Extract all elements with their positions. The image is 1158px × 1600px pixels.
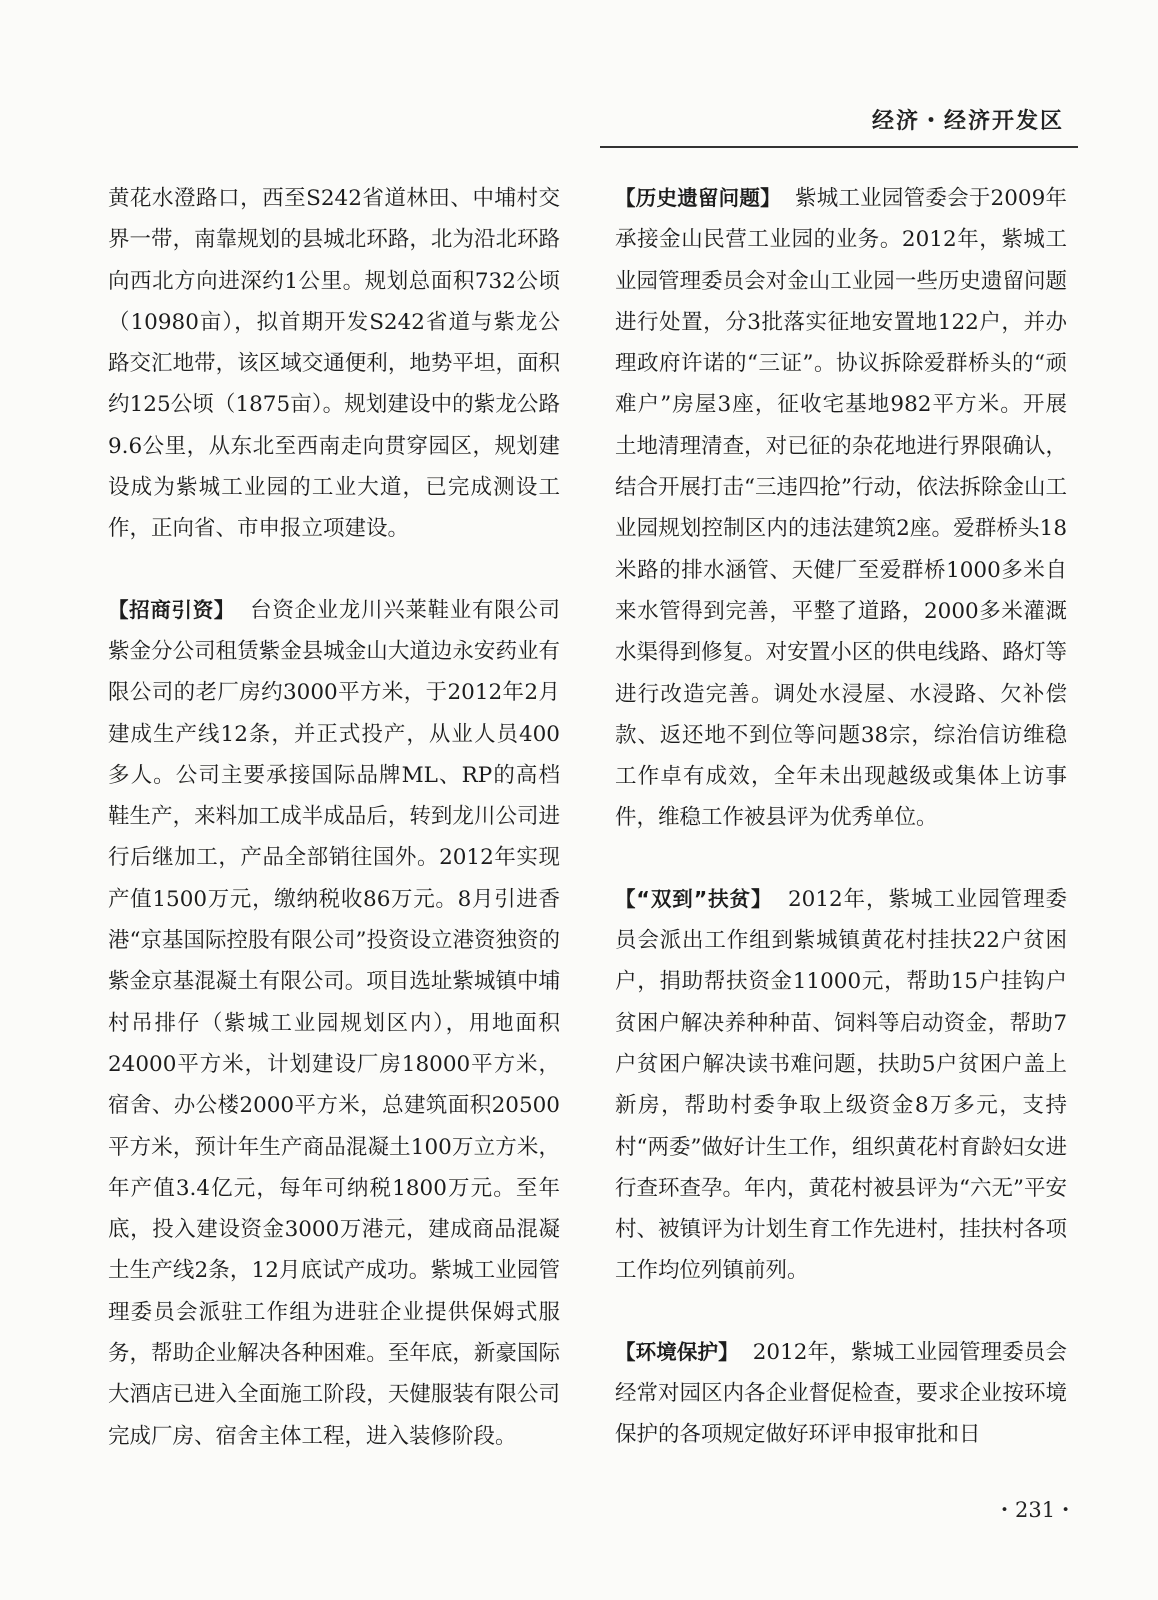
paragraph-text: 2012年，紫城工业园管理委员会派出工作组到紫城镇黄花村挂扶22户贫困户，捐助帮扶资金11000元，帮助15户挂钩户贫困户解决养种种苗、饲料等启动资金，帮助7户贫困户解决读书难问题，扶助5户贫困户盖上新房，帮助村委争取上级资金8万多元，支持村“两委”做好计生工作，组织黄花村育龄妇女进行查环查孕。年内，黄花村被县评为“六无”平安村、被镇评为计划生育工作先进村，挂扶村各项工作均位列镇前列。	[615, 886, 1068, 1284]
right-column	[615, 178, 1067, 1456]
paragraph-text: 2012年，紫城工业园管理委员会经常对园区内各企业督促检查，要求企业按环境保护的各项规定做好环评申报审批和日	[615, 1339, 1068, 1448]
section-heading-investment: 【招商引资】	[108, 597, 236, 622]
running-header: 经济・经济开发区	[872, 109, 1065, 134]
header-rule	[600, 146, 1078, 148]
paragraph-environment	[615, 1332, 1067, 1456]
paragraph-historical-issues	[615, 178, 1067, 839]
paragraph-park-planning	[108, 178, 560, 550]
paragraph-text: 黄花水澄路口，西至S242省道林田、中埔村交界一带，南靠规划的县城北环路，北为沿北环路向西北方向进深约1公里。规划总面积732公顷（10980亩），拟首期开发S242省道与紫龙公路交汇地带，该区域交通便利，地势平坦，面积约125公顷（1875亩）。规划建设中的紫龙公路9.6公里，从东北至西南走向贯穿园区，规划建设成为紫城工业园的工业大道，已完成测设工作，正向省、市申报立项建设。	[108, 186, 560, 542]
page-number: ・231・	[994, 1498, 1077, 1522]
left-column	[108, 178, 560, 1457]
paragraph-poverty-relief	[615, 879, 1067, 1292]
section-heading-environment: 【环境保护】	[615, 1339, 739, 1364]
paragraph-investment	[108, 590, 560, 1457]
paragraph-text: 紫城工业园管委会于2009年承接金山民营工业园的业务。2012年，紫城工业园管理委员会对金山工业园一些历史遗留问题进行处置，分3批落实征地安置地122户，并办理政府许诺的“三证”。协议拆除爱群桥头的“顽难户”房屋3座，征收宅基地982平方米。开展土地清理清查，对已征的杂花地进行界限确认，结合开展打击“三违四抢”行动，依法拆除金山工业园规划控制区内的违法建筑2座。爱群桥头18米路的排水涵管、天健厂至爱群桥1000多米自来水管得到完善，平整了道路，2000多米灌溉水渠得到修复。对安置小区的供电线路、路灯等进行改造完善。调处水浸屋、水浸路、欠补偿款、返还地不到位等问题38宗，综治信访维稳工作卓有成效，全年未出现越级或集体上访事件，维稳工作被县评为优秀单位。	[615, 186, 1068, 831]
section-heading-poverty-relief: 【“双到”扶贫】	[615, 886, 773, 911]
paragraph-text: 台资企业龙川兴莱鞋业有限公司紫金分公司租赁紫金县城金山大道边永安药业有限公司的老厂房约3000平方米，于2012年2月建成生产线12条，并正式投产，从业人员400多人。公司主要承接国际品牌ML、RP的高档鞋生产，来料加工成半成品后，转到龙川公司进行后继加工，产品全部销往国外。2012年实现产值1500万元，缴纳税收86万元。8月引进香港“京基国际控股有限公司”投资设立港资独资的紫金京基混凝土有限公司。项目选址紫城镇中埔村吊排仔（紫城工业园规划区内），用地面积24000平方米，计划建设厂房18000平方米，宿舍、办公楼2000平方米，总建筑面积20500平方米，预计年生产商品混凝土100万立方米，年产值3.4亿元，每年可纳税1800万元。至年底，投入建设资金3000万港元，建成商品混凝土生产线2条，12月底试产成功。紫城工业园管理委员会派驻工作组为进驻企业提供保姆式服务，帮助企业解决各种困难。至年底，新豪国际大酒店已进入全面施工阶段，天健服装有限公司完成厂房、宿舍主体工程，进入装修阶段。	[108, 597, 561, 1449]
section-heading-historical-issues: 【历史遗留问题】	[615, 186, 781, 210]
